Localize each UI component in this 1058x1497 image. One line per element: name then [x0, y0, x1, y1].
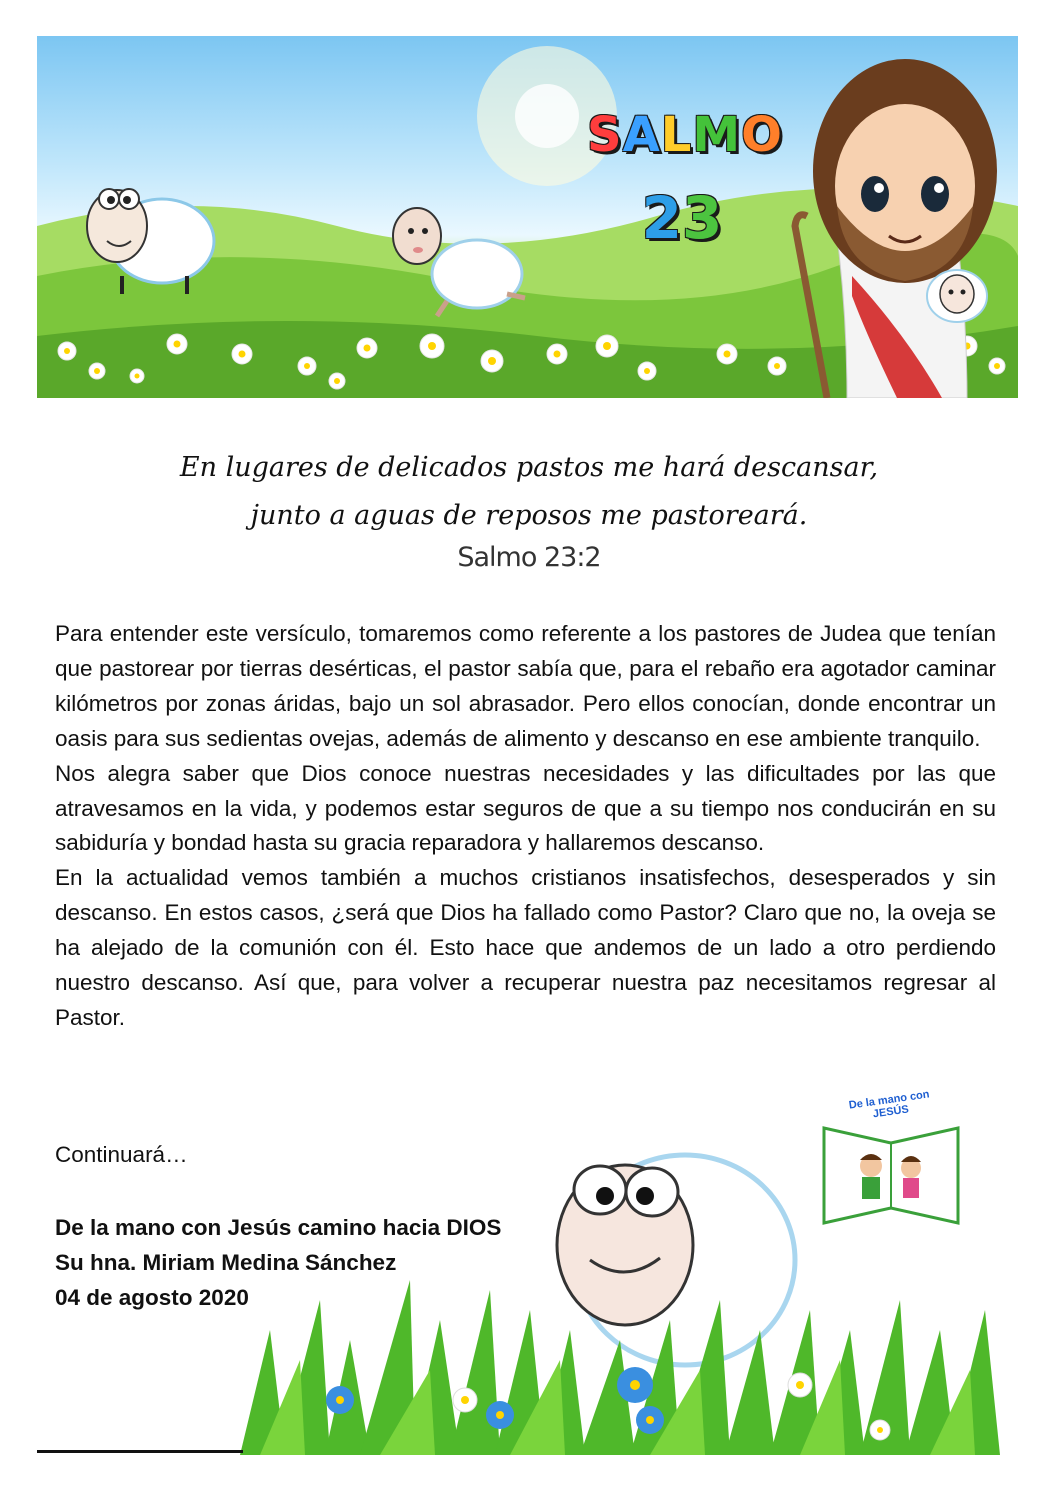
signature-line-1: De la mano con Jesús camino hacia DIOS — [55, 1215, 502, 1240]
verse-line-1: En lugares de delicados pastos me hará descansar, — [179, 452, 879, 483]
psalm-number: 23 — [641, 184, 723, 252]
devotional-body — [55, 617, 996, 1036]
body-paragraph: Nos alegra saber que Dios conoce nuestras necesidades y las dificultades por las que atravesamos en la vida, y podemos estar seguros de que a su tiempo nos conducirán en su sabiduría y bondad hasta su gracia reparadora y hallaremos descanso. — [55, 760, 996, 856]
signature-author: Su hna. Miriam Medina Sánchez — [55, 1250, 397, 1275]
psalm-title: SALMO — [587, 107, 783, 163]
header-banner — [37, 36, 1018, 398]
logo-text: De la mano con JESÚS — [848, 1088, 931, 1121]
verse-line-2: junto a aguas de reposos me pastoreará. — [250, 500, 808, 531]
signature-date: 04 de agosto 2020 — [55, 1285, 249, 1310]
continuation-note: Continuará… — [55, 1142, 188, 1167]
body-paragraph: En la actualidad vemos también a muchos cristianos insatisfechos, desesperados y sin descanso. En estos casos, ¿será que Dios ha fallado como Pastor? Claro que no, la oveja se ha alejado de la comunión con él. Esto hace que andemos de un lado a otro perdiendo nuestro descanso. Así que, para volver a recuperar nuestra paz necesitamos regresar al Pastor. — [55, 865, 996, 1030]
verse-reference: Salmo 23:2 — [457, 542, 601, 573]
body-paragraph: Para entender este versículo, tomaremos como referente a los pastores de Judea que tenían que pastorear por tierras desérticas, el pastor sabía que, para el rebaño era agotador caminar kilómetros por zonas áridas, bajo un sol abrasador. Pero ellos conocían, donde encontrar un oasis para sus sedientas ovejas, además de alimento y descanso en ese ambiente tranquilo. — [55, 621, 996, 751]
sheep-grass-illustration — [240, 1130, 1020, 1455]
footer-rule — [37, 1450, 243, 1453]
meadow-illustration — [37, 36, 1018, 398]
